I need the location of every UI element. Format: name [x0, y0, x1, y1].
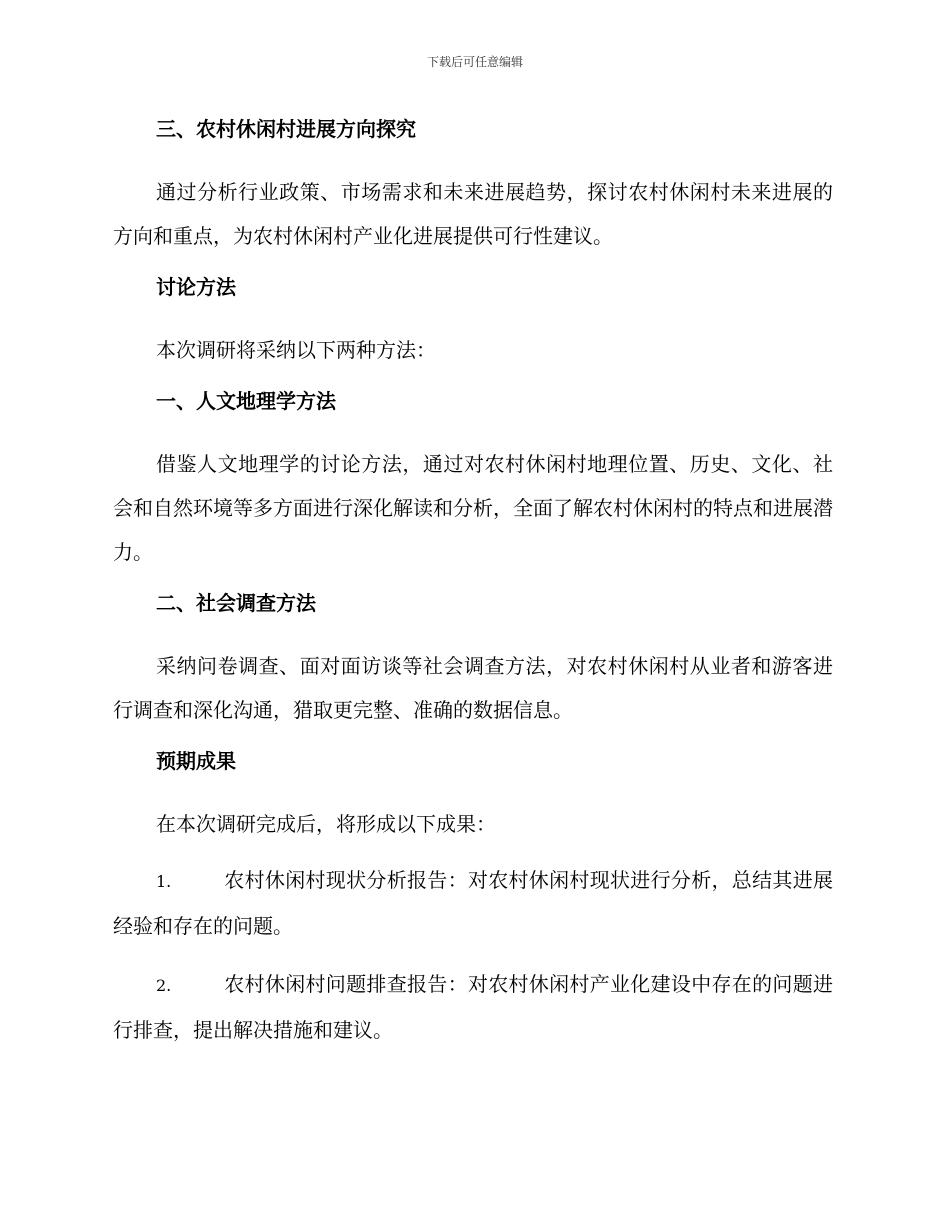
- section-heading-human-geography: 一、人文地理学方法: [156, 389, 336, 413]
- section-heading-expected-results: 预期成果: [156, 749, 236, 773]
- list-item-text: 农村休闲村问题排查报告：对农村休闲村产业化建设中存在的问题进行排查，提出解决措施和建议。: [113, 972, 833, 1042]
- section-heading-methods: 讨论方法: [156, 275, 236, 299]
- paragraph-social-survey: 采纳问卷调查、面对面访谈等社会调查方法，对农村休闲村从业者和游客进行调查和深化沟通，猎取更完整、准确的数据信息。: [113, 654, 833, 722]
- list-item-text: 农村休闲村现状分析报告：对农村休闲村现状进行分析，总结其进展经验和存在的问题。: [113, 868, 833, 938]
- section-heading-development-direction: 三、农村休闲村进展方向探究: [156, 117, 416, 141]
- paragraph-expected-results-intro: 在本次调研完成后，将形成以下成果：: [156, 812, 496, 836]
- document-body: [113, 112, 833, 1066]
- paragraph-methods-intro: 本次调研将采纳以下两种方法：: [156, 338, 436, 362]
- list-item: [113, 858, 833, 948]
- section-heading-social-survey: 二、社会调查方法: [156, 591, 316, 615]
- list-item-number: 2.: [156, 976, 172, 995]
- paragraph-human-geography: 借鉴人文地理学的讨论方法，通过对农村休闲村地理位置、历史、文化、社会和自然环境等多方面进行深化解读和分析，全面了解农村休闲村的特点和进展潜力。: [113, 452, 833, 564]
- list-item: [113, 962, 833, 1052]
- header-note: 下载后可任意编辑: [426, 55, 523, 69]
- paragraph-development-direction: 通过分析行业政策、市场需求和未来进展趋势，探讨农村休闲村未来进展的方向和重点，为农村休闲村产业化进展提供可行性建议。: [113, 180, 833, 248]
- list-item-number: 1.: [156, 872, 172, 891]
